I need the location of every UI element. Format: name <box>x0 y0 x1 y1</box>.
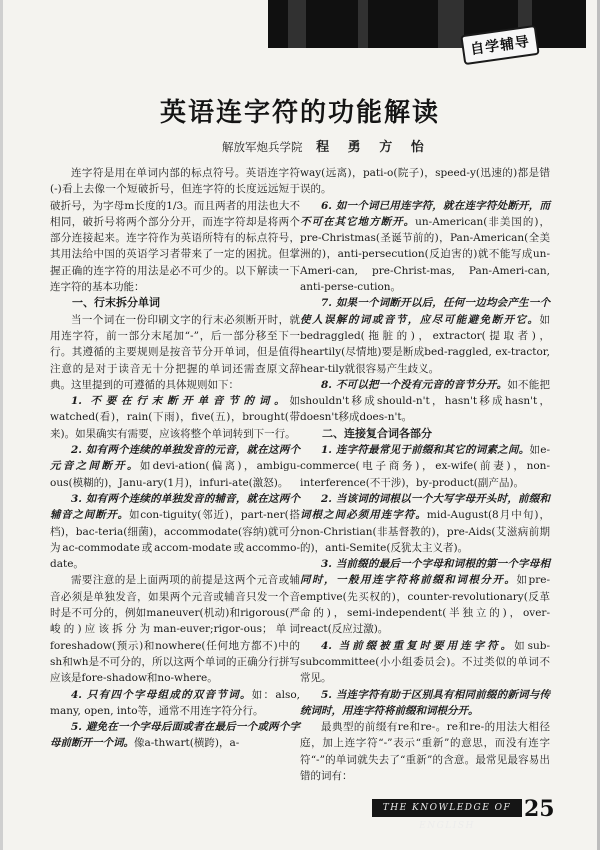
byline <box>222 136 431 155</box>
right-column <box>300 165 550 784</box>
rule-text: 如devi-ation(偏离)，ambigu-ous(模糊的)，Janu-ary(1月)，infuri-ate(激怒)。 <box>50 460 301 489</box>
rule-paragraph: 最典型的前缀有re和re-。re和re-的用法大相径庭，加上连字符“-”表示“重新”的意思，而没有连字符“-”的单词就失去了“重新”的含意。最常见最容易出错的词有： <box>300 721 550 782</box>
rule-title: 6. 如一个词已用连字符，就在连字符处断开，而不可在其它地方断开。 <box>300 199 550 228</box>
rule-title: 3. 当前缀的最后一个字母和词根的第一个字母相同时，一般用连字符将前缀和词根分开。 <box>300 558 550 587</box>
rule-item <box>50 442 300 491</box>
rule-item <box>50 491 300 572</box>
continued-paragraph: way(远离)，pati-o(院子)，speed-y(迅速的)都是错误的。 <box>300 167 550 196</box>
rule-title: 8. 不可以把一个没有元音的音节分开。 <box>321 378 508 391</box>
rule-text: 如pre-emptive(先买权的)，counter-revolutionary(反革命的)，semi-independent(半独立的)，over-react(反应过激)。 <box>300 574 550 636</box>
rule-item <box>300 687 550 720</box>
section-logo: 自学辅导 <box>460 25 539 65</box>
rule-text: 如con-tiguity(邻近)，part-ner(搭档)，bac-teria(细菌)，accommodate(容纳)就可分为ac-commodate或accom-modate或accommo-date。 <box>50 509 301 571</box>
rule-text: 像a-thwart(横跨)，a- <box>134 737 240 750</box>
rule-item <box>50 719 300 752</box>
rule-item <box>300 638 550 687</box>
rule-title: 5. 避免在一个字母后面或者在最后一个或两个字母前断开一个词。 <box>50 721 300 750</box>
note-paragraph: 需要注意的是上面两项的前提是这两个元音或辅音必须是单独发音，如果两个元音或辅音只发一个音时是不可分的，例如maneuver(机动)和rigorous(严峻的)应该拆分为man-euver;rigor-ous；单词foreshadow(预示)和nowhere(任何地方都不)中的sh和wh是不可分的，所以这两个单词的正确分行拼写应该是fore-shadow和no-where。 <box>50 574 300 685</box>
rule-item <box>300 198 550 296</box>
rule-title: 2. 如有两个连续的单独发音的元音，就在这两个元音之间断开。 <box>50 444 300 473</box>
article-title: 英语连字符的功能解读 <box>159 98 440 128</box>
rule-text: 如watched(看)，rain(下雨)，five(五)，brought(带来)。如果确实有需要，应该将整个单词转到下一行。 <box>50 395 300 440</box>
rule-text: 如：also, many, open, into等，通常不用连字符分行。 <box>50 688 301 717</box>
rule-title: 7. 如果一个词断开以后，任何一边均会产生一个使人误解的词或音节，应尽可能避免断开它。 <box>300 297 550 326</box>
magazine-name-bar: THE KNOWLEDGE OF ENGLISH <box>372 799 522 817</box>
rule-title: 4. 当前缀被重复时要用连字符。 <box>321 639 515 652</box>
rule-title: 5. 当连字符有助于区别具有相同前缀的新词与传统词时，用连字符将前缀和词根分开。 <box>300 688 550 717</box>
rule-item <box>300 491 550 556</box>
rule-title: 3. 如有两个连续的单独发音的辅音，就在这两个辅音之间断开。 <box>50 492 300 522</box>
rule-title: 1. 不要在行末断开单音节的词。 <box>71 395 290 408</box>
section-paragraph: 当一个词在一份印刷文字的行末必须断开时，就用连字符，前一部分末尾加“-”，后一部分移至下一行。其遵循的主要规则是按音节分开单词，但是值得注意的是对于读音无十分把握的单词还需查原文辞典。这里提到的可遵循的具体规则如下： <box>50 313 300 391</box>
section-heading: 二、连接复合词各部分 <box>322 426 432 440</box>
rule-text: 如sub-subcommittee(小小组委员会)。不过类似的单词不常见。 <box>300 639 550 685</box>
rule-text: 如e-commerce(电子商务)，ex-wife(前妻)，non-interference(不干涉)，by-product(副产品)。 <box>300 444 551 489</box>
rule-item <box>300 556 550 637</box>
header-banner <box>268 0 586 48</box>
rule-item <box>300 377 550 426</box>
left-column <box>50 165 300 752</box>
banner-stripe <box>358 0 368 48</box>
rule-item <box>300 295 550 376</box>
rule-item <box>50 687 300 720</box>
rule-text: un-American(非美国的)，pre-Christmas(圣诞节前的)，Pan-American(全美洲的)，anti-persecution(反迫害的)就不能写成un-Ameri-can, pre-Christ-mas, Pan-Ameri-can, anti-perse-cution。 <box>300 215 550 294</box>
section-heading: 一、行末拆分单词 <box>72 296 160 310</box>
intro-paragraph: 连字符是用在单词内部的标点符号。英语连字符(-)看上去像一个短破折号，但连字符的长度远远短于破折号，为字母m长度的1/3。而且两者的用法也大不相同，破折号将两个部分分开，而连字符却是将两个部分连接起来。连字符作为英语所特有的标点符号，其用法给中国的英语学习者带来了一定的困扰。但掌握正确的连字符的用法是必不可少的。以下解读一下连字符的基本功能： <box>50 167 300 294</box>
rule-title: 4. 只有四个字母组成的双音节词。 <box>71 688 252 701</box>
rule-text: 如不能把shouldn't移成should-n't，hasn't移成hasn't，doesn't移成does-n't。 <box>300 378 550 424</box>
rule-item <box>50 393 300 442</box>
rule-title: 2. 当该词的词根以一个大写字母开头时，前缀和词根之间必须用连字符。 <box>300 492 550 522</box>
page-number: 25 <box>524 796 555 822</box>
rule-text: 如bedraggled(拖脏的)，extractor(提取者)，heartily(尽情地)要是断成bed-raggled, ex-tractor, hear-tily就很容易产生歧义。 <box>300 313 550 375</box>
author-names: 程 勇 方 怡 <box>316 140 431 155</box>
rule-text: mid-August(8月中旬)，non-Christian(非基督教的)，pre-Aids(艾滋病前期的)，anti-Semite(反犹太主义者)。 <box>300 509 551 554</box>
author-affiliation: 解放军炮兵学院 <box>222 140 303 154</box>
rule-title: 1. 连字符最常见于前缀和其它的词素之间。 <box>321 444 530 457</box>
banner-stripe <box>288 0 306 48</box>
rule-item <box>300 442 550 491</box>
